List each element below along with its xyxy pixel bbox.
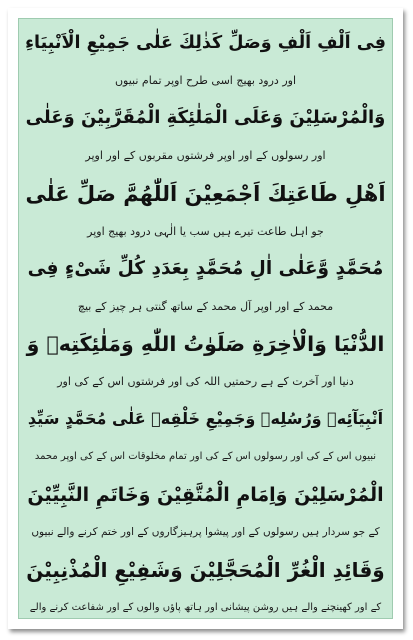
arabic-line-2: وَالْمُرْسَلِيْنَ وَعَلَى الْمَلٰئِكَةِ الْمُقَرَّبِيْنَ وَعَلٰى <box>25 107 386 129</box>
arabic-line-4: مُحَمَّدٍ وَّعَلٰى اٰلِ مُحَمَّدٍ بِعَدَدِ كُلِّ شَىْءٍ فِى <box>27 257 384 279</box>
arabic-line-3: اَهْلِ طَاعَتِكَ اَجْمَعِيْنَ اَللّٰهُمَّ صَلِّ عَلٰى <box>25 181 386 206</box>
image-frame <box>8 8 403 629</box>
urdu-translation-3: جو اہل طاعت تیرے ہیں سب یا الٰہی درود بھیج اوپر <box>87 224 324 238</box>
verse-rows <box>19 25 392 616</box>
urdu-translation-5: دنیا اور آخرت کے ہے رحمتیں اللہ کی اور فرشتوں اس کے کی اور <box>57 375 354 389</box>
arabic-line-7: الْمُرْسَلِيْنَ وَاِمَامِ الْمُتَّقِيْنَ وَخَاتَمِ النَّبِيِّيْنَ <box>27 483 384 506</box>
urdu-translation-6: نبیوں اس کے کی اور رسولوں اس کے کی اور تمام مخلوقات اس کے کی اوپر محمد <box>34 451 377 463</box>
arabic-line-1: فِى اَلْفِ اَلْفِ وَصَلِّ كَذٰلِكَ عَلٰى جَمِيْعِ الْاَنْبِيَاءِ <box>25 33 386 53</box>
arabic-line-5: الدُّنْيَا وَالْاٰخِرَةِ صَلَوٰتُ اللّٰهِ وَمَلٰئِكَتِهٖ وَ <box>26 332 385 356</box>
urdu-translation-7: کے جو سردار ہیں رسولوں کے اور پیشوا پرہیزگاروں کے اور ختم کرنے والے نبیوں <box>31 525 380 538</box>
urdu-translation-4: محمد کے اور اوپر آل محمد کے ساتھ گنتی ہر چیز کے بیچ <box>77 299 334 313</box>
urdu-translation-2: اور رسولوں کے اور اوپر فرشتوں مقربوں کے اور اوپر <box>85 149 326 163</box>
urdu-translation-8: کے اور کھینچنے والے ہیں روشن پیشانی اور ہاتھ پاؤں والوں کے اور شفاعت کرنے والے <box>29 601 382 613</box>
arabic-line-6: اَنْبِيَآئِهٖ وَرُسُلِهٖ وَجَمِيْعِ خَلْقِهٖ عَلٰى مُحَمَّدٍ سَيِّدِ <box>27 409 384 429</box>
urdu-translation-1: اور درود بھیج اسی طرح اوپر تمام نبیوں <box>114 74 297 88</box>
arabic-line-8: وَقَائِدِ الْغُرِّ الْمُحَجَّلِيْنَ وَشَفِيْعِ الْمُذْنِبِيْنَ <box>26 557 385 582</box>
text-panel <box>18 18 393 619</box>
